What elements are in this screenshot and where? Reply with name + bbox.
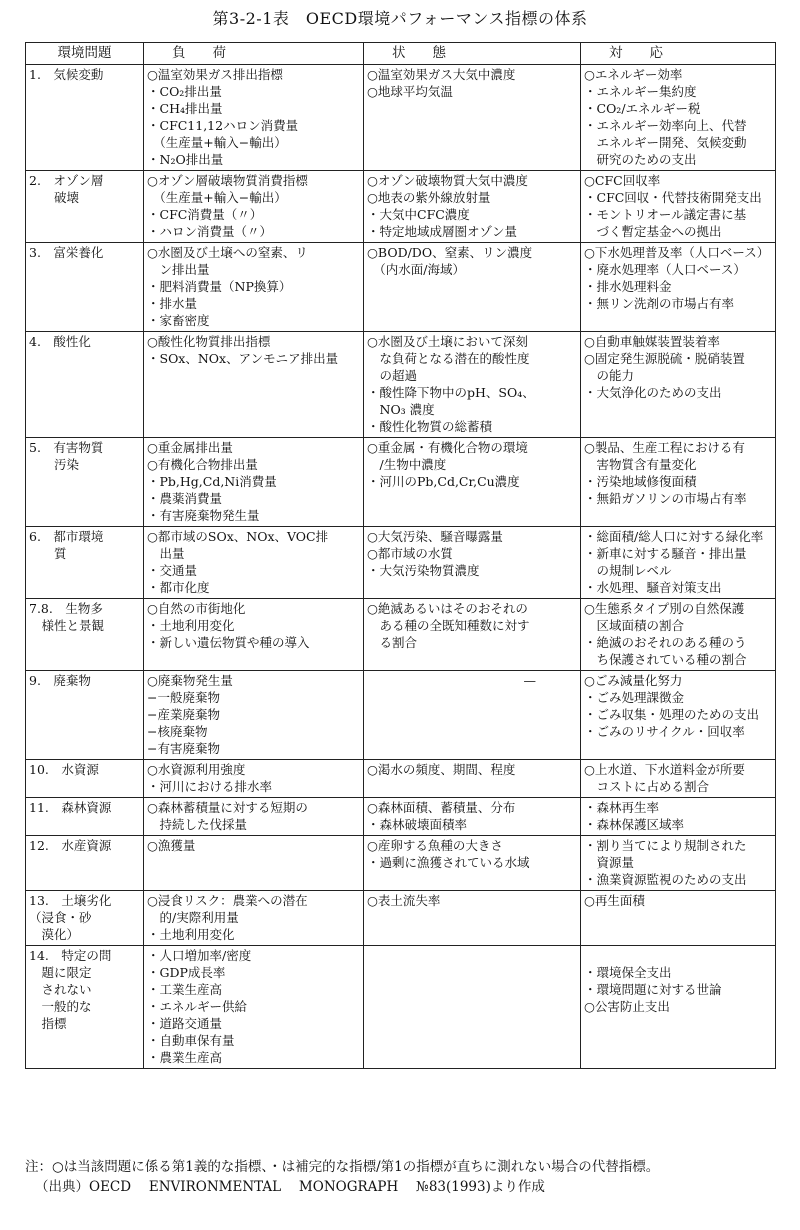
indicator-item: ・森林保護区域率 bbox=[584, 817, 685, 832]
indicator-item: ・漁業資源監視のための支出 bbox=[584, 872, 747, 887]
indicator-item: ○廃棄物発生量 bbox=[147, 673, 233, 688]
table-row bbox=[26, 836, 776, 891]
indicator-item: /生物中濃度 bbox=[367, 457, 447, 472]
indicator-item: の能力 bbox=[584, 368, 635, 383]
indicator-item: ○下水処理普及率（人口ベース） bbox=[584, 245, 770, 260]
indicator-item: エネルギー開発、気候変動 bbox=[584, 135, 747, 150]
state-cell bbox=[364, 243, 581, 332]
indicator-item: ○都市域の水質 bbox=[367, 546, 453, 561]
indicator-item: る割合 bbox=[367, 635, 418, 650]
load-cell bbox=[144, 171, 364, 243]
indicator-item: 出量 bbox=[147, 546, 185, 561]
indicator-item: ・河川のPb,Cd,Cr,Cu濃度 bbox=[367, 474, 520, 489]
indicator-item: −産業廃棄物 bbox=[147, 707, 220, 722]
load-cell bbox=[144, 946, 364, 1069]
load-cell bbox=[144, 891, 364, 946]
state-cell bbox=[364, 438, 581, 527]
state-cell bbox=[364, 760, 581, 798]
indicator-item: ・排水処理料金 bbox=[584, 279, 672, 294]
load-cell bbox=[144, 836, 364, 891]
indicator-item: ・GDP成長率 bbox=[147, 965, 226, 980]
indicator-item: ・Pb,Hg,Cd,Ni消費量 bbox=[147, 474, 277, 489]
load-cell bbox=[144, 527, 364, 599]
load-cell bbox=[144, 599, 364, 671]
issue-cell bbox=[26, 891, 144, 946]
issue-label: 14. 特定の問 bbox=[29, 948, 112, 963]
indicator-item: ・エネルギー集約度 bbox=[584, 84, 697, 99]
issue-label: 5. 有害物質 bbox=[29, 440, 104, 455]
state-cell bbox=[364, 798, 581, 836]
indicator-item: ・大気浄化のための支出 bbox=[584, 385, 722, 400]
indicator-item: ・CFC11,12ハロン消費量 bbox=[147, 118, 299, 133]
indicator-item: ・工業生産高 bbox=[147, 982, 223, 997]
issue-label: 2. オゾン層 bbox=[29, 173, 104, 188]
indicator-item: −核廃棄物 bbox=[147, 724, 208, 739]
issue-label: 様性と景観 bbox=[29, 618, 105, 633]
table-body bbox=[26, 65, 776, 1069]
table-row bbox=[26, 332, 776, 438]
indicator-item: ・モントリオール議定書に基 bbox=[584, 207, 747, 222]
issue-label: 6. 都市環境 bbox=[29, 529, 104, 544]
issue-label: 漠化） bbox=[29, 927, 80, 942]
indicator-item: ・都市化度 bbox=[147, 580, 210, 595]
table-row bbox=[26, 171, 776, 243]
issue-label: 汚染 bbox=[29, 457, 80, 472]
indicator-item: ○酸性化物質排出指標 bbox=[147, 334, 271, 349]
indicator-item: ○浸食リスク：農業への潜在 bbox=[147, 893, 308, 908]
indicator-item: ・農業生産高 bbox=[147, 1050, 223, 1065]
indicator-item: ある種の全既知種数に対す bbox=[367, 618, 530, 633]
indicator-item: （生産量+輸入−輸出） bbox=[147, 190, 287, 205]
indicator-item: ・ごみ収集・処理のための支出 bbox=[584, 707, 760, 722]
indicator-item: ○公害防止支出 bbox=[584, 999, 670, 1014]
indicator-item: ○表土流失率 bbox=[367, 893, 441, 908]
indicator-item: ・ごみ処理課徴金 bbox=[584, 690, 685, 705]
indicator-item: ○森林面積、蓄積量、分布 bbox=[367, 800, 516, 815]
issue-label: （浸食・砂 bbox=[29, 910, 92, 925]
header-state-text: 状 態 bbox=[392, 45, 446, 61]
response-cell bbox=[581, 332, 776, 438]
issue-cell bbox=[26, 527, 144, 599]
indicator-item: ・無鉛ガソリンの市場占有率 bbox=[584, 491, 747, 506]
indicator-item: ○水資源利用強度 bbox=[147, 762, 246, 777]
indicator-item: ・特定地域成層圏オゾン量 bbox=[367, 224, 518, 239]
indicator-item: 害物質含有量変化 bbox=[584, 457, 697, 472]
indicator-item: ・土地利用変化 bbox=[147, 618, 235, 633]
indicator-item: ○BOD/DO、窒素、リン濃度 bbox=[367, 245, 533, 260]
indicator-item: ン排出量 bbox=[147, 262, 210, 277]
indicator-item: （生産量+輸入−輸出） bbox=[147, 135, 287, 150]
issue-label: 題に限定 bbox=[29, 965, 92, 980]
state-cell bbox=[364, 65, 581, 171]
issue-cell bbox=[26, 243, 144, 332]
indicator-item: ・過剰に漁獲されている水域 bbox=[367, 855, 530, 870]
indicator-item: ・森林再生率 bbox=[584, 800, 660, 815]
indicator-item: ○オゾン層破壊物質消費指標 bbox=[147, 173, 308, 188]
issue-label: 破壊 bbox=[29, 190, 80, 205]
indicator-item: ○有機化合物排出量 bbox=[147, 457, 258, 472]
indicator-item: −一般廃棄物 bbox=[147, 690, 220, 705]
issue-label: 13. 土壌劣化 bbox=[29, 893, 112, 908]
indicator-item: ・水処理、騒音対策支出 bbox=[584, 580, 722, 595]
indicator-item: （内水面/海域） bbox=[367, 262, 465, 277]
footnote: 注：○は当該問題に係る第1義的な指標、・は補完的な指標/第1の指標が直ちに測れない場合の代替指標。 bbox=[25, 1159, 660, 1175]
indicator-item: ・ごみのリサイクル・回収率 bbox=[584, 724, 745, 739]
issue-cell bbox=[26, 599, 144, 671]
indicator-item: ・環境問題に対する世論 bbox=[584, 982, 722, 997]
issue-cell bbox=[26, 760, 144, 798]
indicator-item: ・酸性化物質の総蓄積 bbox=[367, 419, 493, 434]
indicator-item: ○温室効果ガス大気中濃度 bbox=[367, 67, 516, 82]
issue-label: 12. 水産資源 bbox=[29, 838, 112, 853]
response-cell bbox=[581, 760, 776, 798]
indicator-item: ○重金属排出量 bbox=[147, 440, 233, 455]
state-cell bbox=[364, 946, 581, 1069]
response-cell bbox=[581, 438, 776, 527]
indicator-item: −有害廃棄物 bbox=[147, 741, 220, 756]
load-cell bbox=[144, 438, 364, 527]
indicator-item: ○エネルギー効率 bbox=[584, 67, 683, 82]
response-cell bbox=[581, 243, 776, 332]
indicator-item: ○大気汚染、騒音曝露量 bbox=[367, 529, 503, 544]
indicator-item: 研究のための支出 bbox=[584, 152, 697, 167]
indicator-item: づく暫定基金への拠出 bbox=[584, 224, 722, 239]
indicator-item: ○温室効果ガス排出指標 bbox=[147, 67, 283, 82]
issue-label: 1. 気候変動 bbox=[29, 67, 104, 82]
response-cell bbox=[581, 798, 776, 836]
indicator-item: ・エネルギー供給 bbox=[147, 999, 248, 1014]
table-header-row bbox=[26, 43, 776, 65]
indicator-item: ○固定発生源脱硫・脱硝装置 bbox=[584, 351, 745, 366]
table-row bbox=[26, 527, 776, 599]
table-row bbox=[26, 760, 776, 798]
issue-label: 11. 森林資源 bbox=[29, 800, 112, 815]
indicator-item: ・CO₂/エネルギー税 bbox=[584, 101, 701, 116]
source-citation: （出典）OECD ENVIRONMENTAL MONOGRAPH №83(1993)より作成 bbox=[35, 1179, 545, 1195]
table-title: 第3-2-1表 OECD環境パフォーマンス指標の体系 bbox=[212, 9, 588, 28]
indicator-item: ・無リン洗剤の市場占有率 bbox=[584, 296, 735, 311]
response-cell bbox=[581, 891, 776, 946]
issue-label: 9. 廃棄物 bbox=[29, 673, 91, 688]
indicator-item: ・農薬消費量 bbox=[147, 491, 223, 506]
table-row bbox=[26, 946, 776, 1069]
issue-label: 一般的な bbox=[29, 999, 92, 1014]
response-cell bbox=[581, 527, 776, 599]
indicator-item: ○上水道、下水道料金が所要 bbox=[584, 762, 745, 777]
indicator-item: ・SOx、NOx、アンモニア排出量 bbox=[147, 351, 339, 366]
indicator-item: ・新車に対する騒音・排出量 bbox=[584, 546, 747, 561]
indicator-item: ・土地利用変化 bbox=[147, 927, 235, 942]
response-cell bbox=[581, 599, 776, 671]
indicator-item: コストに占める割合 bbox=[584, 779, 710, 794]
indicator-item: ・肥料消費量（NP換算） bbox=[147, 279, 292, 294]
indicator-item: ・人口増加率/密度 bbox=[147, 948, 252, 963]
load-cell bbox=[144, 671, 364, 760]
indicator-item: ○渇水の頻度、期間、程度 bbox=[367, 762, 516, 777]
response-cell bbox=[581, 171, 776, 243]
indicator-item: ・エネルギー効率向上、代替 bbox=[584, 118, 747, 133]
indicator-item: の規制レベル bbox=[584, 563, 672, 578]
indicator-item: ・排水量 bbox=[147, 296, 198, 311]
indicator-item: 持続した伐採量 bbox=[147, 817, 248, 832]
issue-label: 4. 酸性化 bbox=[29, 334, 91, 349]
issue-label: 7.8. 生物多 bbox=[29, 601, 103, 616]
indicator-item: ・大気中CFC濃度 bbox=[367, 207, 470, 222]
indicator-item: ○絶滅あるいはそのおそれの bbox=[367, 601, 528, 616]
header-response bbox=[581, 43, 776, 65]
state-cell bbox=[364, 599, 581, 671]
table-row bbox=[26, 438, 776, 527]
indicator-item: な負荷となる潜在的酸性度 bbox=[367, 351, 530, 366]
indicator-item: ○都市域のSOx、NOx、VOC排 bbox=[147, 529, 329, 544]
indicator-item: ・CFC消費量（〃） bbox=[147, 207, 263, 222]
indicator-item: ○産卵する魚種の大きさ bbox=[367, 838, 503, 853]
indicator-item: 資源量 bbox=[584, 855, 635, 870]
indicator-item: ・ハロン消費量（〃） bbox=[147, 224, 273, 239]
state-cell bbox=[364, 527, 581, 599]
issue-label: 3. 富栄養化 bbox=[29, 245, 104, 260]
indicator-item: ・CH₄排出量 bbox=[147, 101, 223, 116]
header-load bbox=[144, 43, 364, 65]
indicator-table bbox=[25, 42, 776, 1069]
issue-cell bbox=[26, 332, 144, 438]
issue-cell bbox=[26, 946, 144, 1069]
load-cell bbox=[144, 332, 364, 438]
indicator-item: ・絶滅のおそれのある種のう bbox=[584, 635, 747, 650]
indicator-item: ○地球平均気温 bbox=[367, 84, 453, 99]
header-load-text: 負 荷 bbox=[172, 45, 226, 61]
issue-label: 質 bbox=[29, 546, 67, 561]
indicator-item: ・N₂O排出量 bbox=[147, 152, 224, 167]
indicator-item: ・汚染地域修復面積 bbox=[584, 474, 697, 489]
issue-cell bbox=[26, 798, 144, 836]
indicator-item: ・河川における排水率 bbox=[147, 779, 273, 794]
indicator-item: ○CFC回収率 bbox=[584, 173, 661, 188]
indicator-item: ○地表の紫外線放射量 bbox=[367, 190, 491, 205]
indicator-item: ○重金属・有機化合物の環境 bbox=[367, 440, 528, 455]
indicator-item: NO₃ 濃度 bbox=[367, 402, 435, 417]
table-row bbox=[26, 798, 776, 836]
indicator-item: ・新しい遺伝物質や種の導入 bbox=[147, 635, 310, 650]
table-row bbox=[26, 599, 776, 671]
state-cell bbox=[364, 171, 581, 243]
header-response-text: 対 応 bbox=[609, 45, 663, 61]
header-issue: 環境問題 bbox=[26, 43, 144, 65]
response-cell bbox=[581, 65, 776, 171]
issue-cell bbox=[26, 836, 144, 891]
indicator-item: 的/実際利用量 bbox=[147, 910, 239, 925]
indicator-item: ○製品、生産工程における有 bbox=[584, 440, 745, 455]
indicator-item: ・自動車保有量 bbox=[147, 1033, 235, 1048]
indicator-item: ○自然の市街地化 bbox=[147, 601, 246, 616]
indicator-item: ・CFC回収・代替技術開発支出 bbox=[584, 190, 762, 205]
issue-cell bbox=[26, 65, 144, 171]
state-cell bbox=[364, 836, 581, 891]
issue-cell bbox=[26, 438, 144, 527]
indicator-item: ○水圏及び土壌において深刻 bbox=[367, 334, 528, 349]
load-cell bbox=[144, 65, 364, 171]
state-cell bbox=[364, 332, 581, 438]
load-cell bbox=[144, 243, 364, 332]
indicator-item: ・総面積/総人口に対する緑化率 bbox=[584, 529, 764, 544]
indicator-item: ・有害廃棄物発生量 bbox=[147, 508, 260, 523]
issue-label: 指標 bbox=[29, 1016, 67, 1031]
indicator-item: ・道路交通量 bbox=[147, 1016, 223, 1031]
load-cell bbox=[144, 760, 364, 798]
issue-label: されない bbox=[29, 982, 92, 997]
state-cell bbox=[364, 671, 581, 760]
indicator-item: ・大気汚染物質濃度 bbox=[367, 563, 480, 578]
header-state bbox=[364, 43, 581, 65]
table-row bbox=[26, 65, 776, 171]
indicator-item: ○森林蓄積量に対する短期の bbox=[147, 800, 308, 815]
issue-label: 10. 水資源 bbox=[29, 762, 99, 777]
response-cell bbox=[581, 946, 776, 1069]
load-cell bbox=[144, 798, 364, 836]
indicator-item: ○再生面積 bbox=[584, 893, 645, 908]
indicator-item: ・交通量 bbox=[147, 563, 198, 578]
state-cell bbox=[364, 891, 581, 946]
indicator-item: — bbox=[523, 673, 536, 688]
table-row bbox=[26, 243, 776, 332]
indicator-item: ・森林破壊面積率 bbox=[367, 817, 468, 832]
indicator-item: ・環境保全支出 bbox=[584, 965, 672, 980]
indicator-item: の超過 bbox=[367, 368, 418, 383]
indicator-item: ○生態系タイプ別の自然保護 bbox=[584, 601, 745, 616]
indicator-item: ○水圏及び土壌への窒素、リ bbox=[147, 245, 308, 260]
indicator-item bbox=[584, 947, 772, 964]
table-row bbox=[26, 891, 776, 946]
indicator-item: ○自動車触媒装置装着率 bbox=[584, 334, 720, 349]
indicator-item: ち保護されている種の割合 bbox=[584, 652, 747, 667]
issue-cell bbox=[26, 671, 144, 760]
indicator-item: ・CO₂排出量 bbox=[147, 84, 222, 99]
indicator-item: ○ごみ減量化努力 bbox=[584, 673, 683, 688]
response-cell bbox=[581, 836, 776, 891]
issue-cell bbox=[26, 171, 144, 243]
indicator-item: ○オゾン破壊物質大気中濃度 bbox=[367, 173, 528, 188]
indicator-item: ・酸性降下物中のpH、SO₄、 bbox=[367, 385, 535, 400]
notes-section bbox=[25, 1158, 780, 1196]
indicator-item: ・割り当てにより規制された bbox=[584, 838, 747, 853]
indicator-item: ・家畜密度 bbox=[147, 313, 210, 328]
indicator-item: ○漁獲量 bbox=[147, 838, 196, 853]
response-cell bbox=[581, 671, 776, 760]
table-row bbox=[26, 671, 776, 760]
indicator-item: 区域面積の割合 bbox=[584, 618, 685, 633]
indicator-item: ・廃水処理率（人口ベース） bbox=[584, 262, 746, 277]
